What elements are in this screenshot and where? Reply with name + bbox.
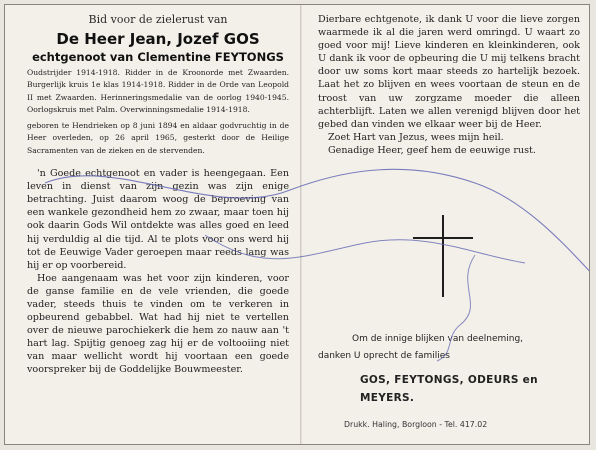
families-line: GOS, FEYTONGS, ODEURS en — [360, 374, 538, 386]
farewell — [318, 13, 580, 157]
families-line: MEYERS. — [360, 392, 415, 404]
prayer-lines — [318, 131, 580, 157]
eulogy-paragraph: Hoe aangenaam was het voor zijn kinderen, voor de ganse familie en de vele vrienden, die goede vader, steeds thuis te vinden om te verkeren in opbeurend gebabbel. Wat had hij niet te vertellen over de nieuwe parochiekerk die hem zo nauw aan 't hart lag. Spijtig genoeg zag hij er de voltooiing niet van maar wellicht wordt hij voortaan een goede voorspreker bij de Goddelijke Bouwmeester. — [27, 272, 289, 376]
thanks-line: danken U oprecht de families — [318, 351, 450, 361]
birth-death-text: geboren te Hendrieken op 8 juni 1894 en aldaar godvruchtig in de Heer overleden, op 26 april 1965, gesterkt door de Heilige Sacramenten van de zieken en de stervenden. — [27, 121, 289, 155]
thanks-line: Om de innige blijken van deelneming, — [352, 334, 524, 344]
left-page — [27, 13, 289, 377]
prayer-intro: Bid voor de zielerust van — [88, 13, 228, 26]
printer-imprint: Drukk. Haling, Borgloon - Tel. 417.02 — [344, 420, 488, 429]
right-page — [318, 13, 580, 429]
thanks-block — [318, 331, 580, 365]
farewell-paragraph: Dierbare echtgenote, ik dank U voor die lieve zorgen waarmede ik al die jaren werd omringd. U waart zo goed voor mij! Lieve kinderen en kleinkinderen, ook U dank ik voor de opbeuring die U mij telkens bracht door uw soms kort maar steeds zo hartelijk bezoek. Laat het zo blijven en wees voortaan de steun en de troost van uw zorgzame moeder die alleen achterblijft. Laten we allen verenigd blijven door het gebed dan vinden we elkaar weer bij de Heer. — [318, 14, 580, 130]
deceased-name: De Heer Jean, Jozef GOS — [56, 30, 260, 48]
families-names — [360, 371, 590, 407]
spouse-line: echtgenoot van Clementine FEYTONGS — [32, 50, 284, 64]
prayer-line: Genadige Heer, geef hem de eeuwige rust. — [328, 144, 536, 156]
memorial-card — [4, 4, 590, 445]
prayer-line: Zoet Hart van Jezus, wees mijn heil. — [328, 131, 504, 143]
cross-icon — [413, 215, 473, 297]
eulogy — [27, 167, 289, 377]
decorations-text: Oudstrijder 1914-1918. Ridder in de Kroonorde met Zwaarden. Burgerlijk kruis 1e klas 1914-1918. Ridder in de Orde van Leopold II met Zwaarden. Herinneringsmedalie van de oorlog 1940-1945. Oorlogskruis met Palm. Overwinningsmedalie 1914-1918. — [27, 68, 289, 114]
eulogy-paragraph: 'n Goede echtgenoot en vader is heengegaan. Een leven in dienst van zijn gezin was zijn enige betrachting. Juist daarom woog de beproeving van een wankele gezondheid hem zo zwaar, maar toen hij ook daarin Gods Wil ontdekte was alles goed en leed hij verduldig al die tijd. Al te plots voor ons werd hij tot de Eeuwige Vader geroepen maar reeds lang was hij er op voorbereid. — [27, 168, 289, 271]
card-fold — [300, 5, 302, 444]
